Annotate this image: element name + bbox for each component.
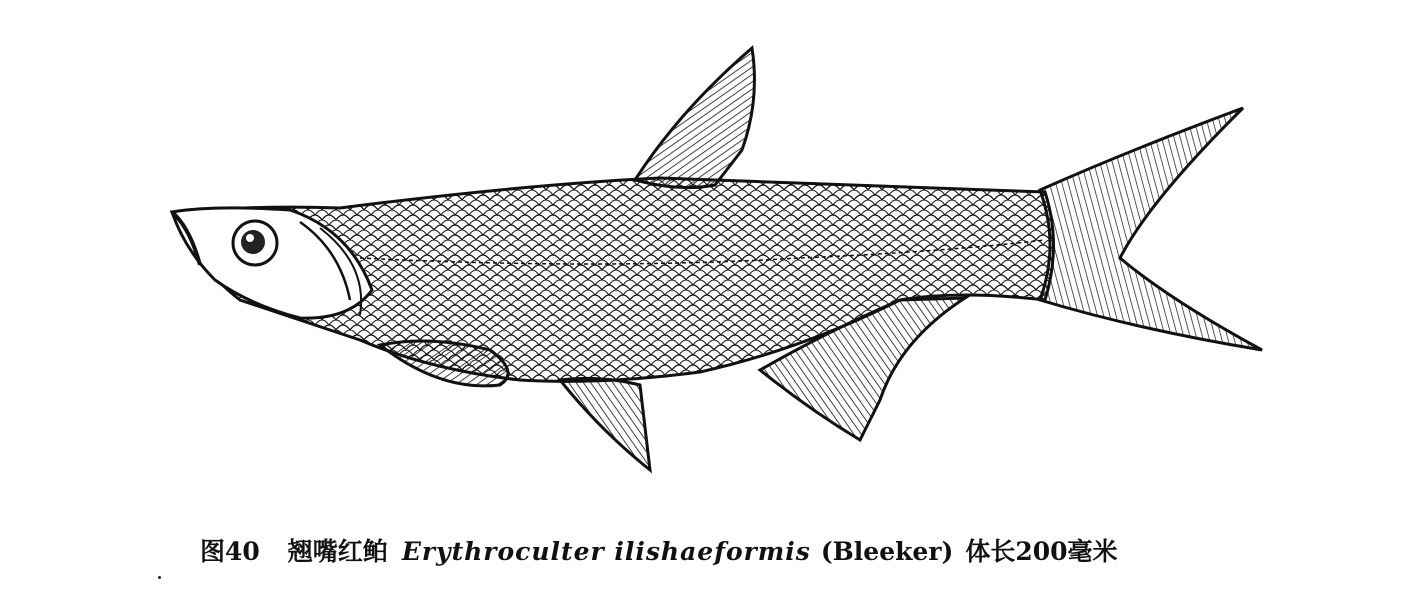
figure-number: 图40 <box>200 537 260 566</box>
pelvic-fin <box>560 378 650 470</box>
figure-caption <box>200 532 1240 572</box>
author-citation: (Bleeker) <box>820 537 954 566</box>
scientific-name: Erythroculter ilishaeformis <box>401 537 811 566</box>
print-speck <box>158 576 161 579</box>
caudal-fin <box>1040 108 1262 350</box>
dorsal-fin <box>635 48 754 188</box>
chinese-name: 翘嘴红鲌 <box>287 537 388 566</box>
body-length-note: 体长200毫米 <box>965 537 1118 566</box>
